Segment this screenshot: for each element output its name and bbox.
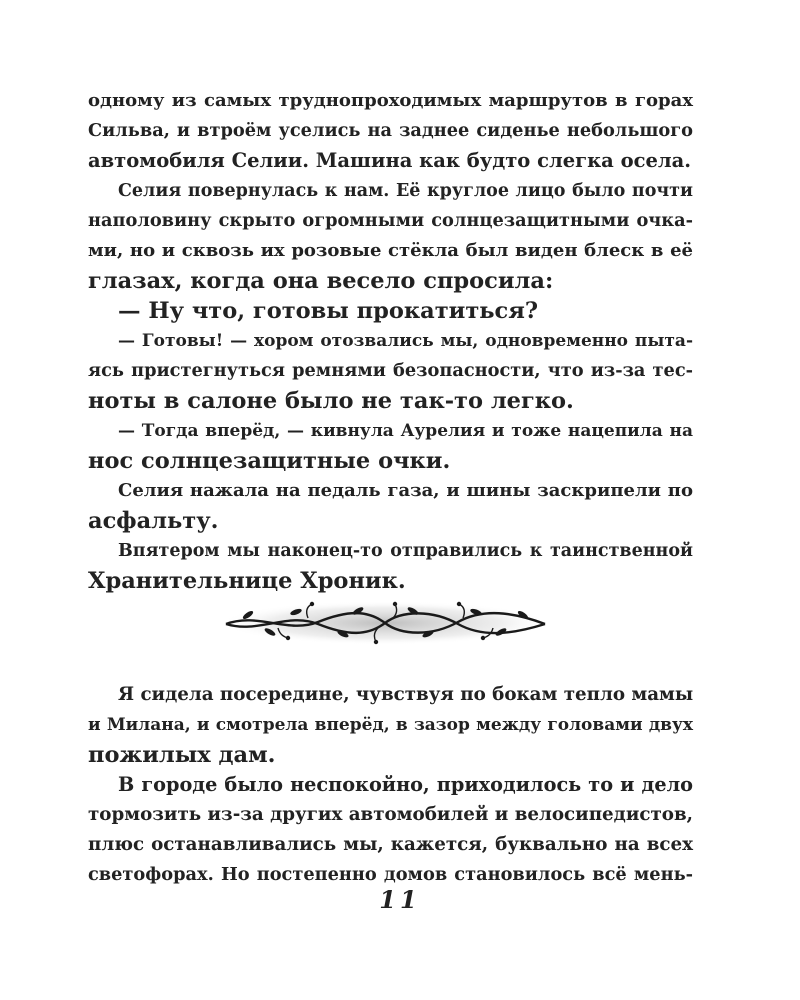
text-line: глазах, когда она весело спросила: [88,268,554,294]
main-text-section-2 [88,680,693,890]
text-line: ноты в салоне было не так-то легко. [88,388,574,414]
text-line: Сильва, и втроём уселись на заднее сиденье небольшого [88,120,693,141]
text-line: Я сидела посередине, чувствуя по бокам тепло мамы [118,684,694,705]
text-line: одному из самых труднопроходимых маршрутов в горах [88,90,693,111]
text-line: — Ну что, готовы прокатиться? [118,298,539,324]
text-line: нос солнцезащитные очки. [88,448,451,474]
page-number: 11 [379,885,421,914]
text-line: наполовину скрыто огромными солнцезащитными очка- [88,210,693,231]
text-line: асфальту. [88,508,219,534]
text-line: Селия нажала на педаль газа, и шины заскрипели по [118,480,693,501]
text-line: пожилых дам. [88,742,276,768]
text-line: — Тогда вперёд, — кивнула Аурелия и тоже нацепила на [118,421,693,441]
text-line: автомобиля Селии. Машина как будто слегка осела. [88,149,692,172]
text-line: Впятером мы наконец-то отправились к таинственной [118,541,693,561]
text-line: светофорах. Но постепенно домов становилось всё мень- [88,864,693,885]
text-line: плюс останавливались мы, кажется, буквально на всех [88,834,693,855]
text-line: В городе было неспокойно, приходилось то и дело [118,773,693,796]
text-line: ясь пристегнуться ремнями безопасности, что из-за тес- [88,360,693,381]
floral-vine-ornament-icon [218,598,553,648]
text-line: и Милана, и смотрела вперёд, в зазор между головами двух [88,715,693,735]
text-line: ми, но и сквозь их розовые стёкла был виден блеск в её [88,240,693,261]
text-line: Хранительнице Хроник. [88,568,406,594]
text-line: — Готовы! — хором отозвались мы, одновременно пыта- [118,331,693,351]
main-text-section-1 [88,86,693,596]
text-line: тормозить из-за других автомобилей и велосипедистов, [88,804,693,825]
text-line: Селия повернулась к нам. Её круглое лицо было почти [118,181,693,201]
